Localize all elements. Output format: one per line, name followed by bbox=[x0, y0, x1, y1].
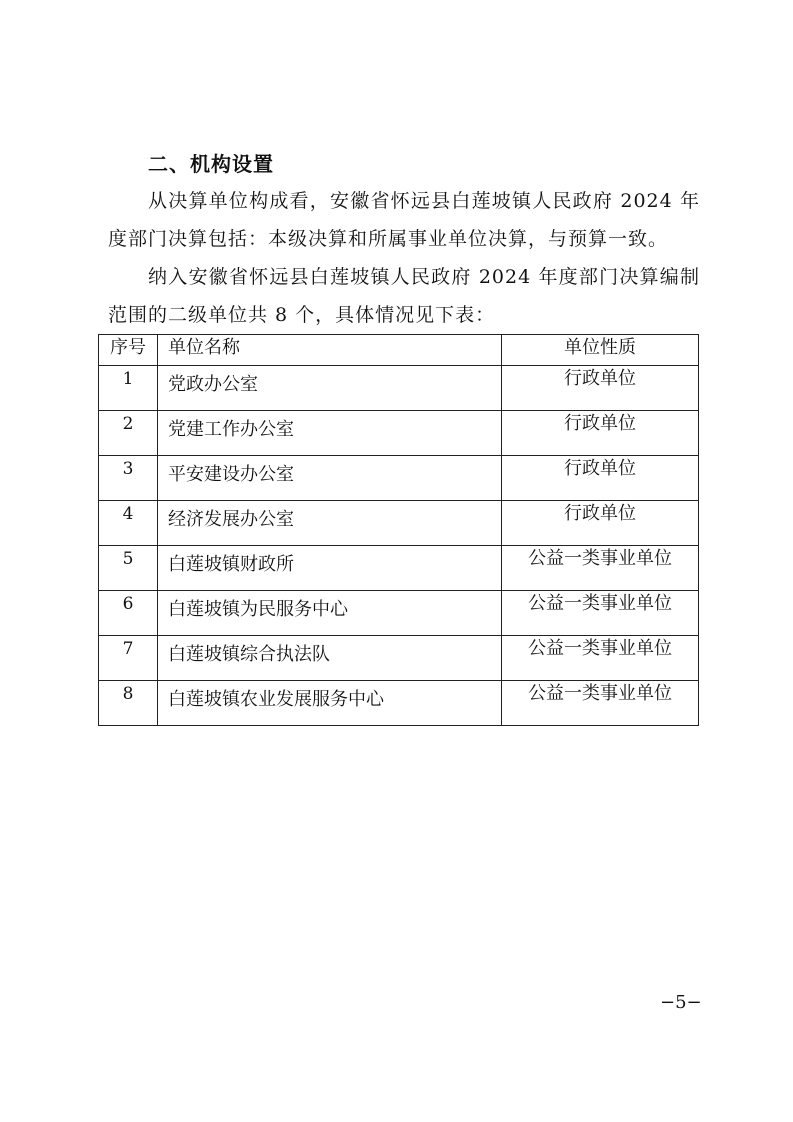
cell-type: 行政单位 bbox=[502, 366, 699, 411]
cell-no: 2 bbox=[99, 411, 158, 456]
table-header-row bbox=[99, 335, 699, 366]
cell-no: 1 bbox=[99, 366, 158, 411]
header-type: 单位性质 bbox=[502, 335, 699, 366]
cell-name: 平安建设办公室 bbox=[158, 456, 502, 501]
cell-no: 5 bbox=[99, 546, 158, 591]
cell-type: 公益一类事业单位 bbox=[502, 681, 699, 726]
header-name: 单位名称 bbox=[158, 335, 502, 366]
cell-name: 经济发展办公室 bbox=[158, 501, 502, 546]
table-row bbox=[99, 456, 699, 501]
table-row bbox=[99, 366, 699, 411]
cell-type: 行政单位 bbox=[502, 501, 699, 546]
table-row bbox=[99, 411, 699, 456]
cell-no: 7 bbox=[99, 636, 158, 681]
section-heading: 二、机构设置 bbox=[148, 152, 274, 176]
cell-name: 白莲坡镇农业发展服务中心 bbox=[158, 681, 502, 726]
cell-type: 公益一类事业单位 bbox=[502, 546, 699, 591]
cell-name: 白莲坡镇综合执法队 bbox=[158, 636, 502, 681]
cell-type: 行政单位 bbox=[502, 456, 699, 501]
table-row bbox=[99, 501, 699, 546]
cell-type: 公益一类事业单位 bbox=[502, 591, 699, 636]
cell-no: 3 bbox=[99, 456, 158, 501]
cell-no: 4 bbox=[99, 501, 158, 546]
table-row bbox=[99, 546, 699, 591]
table-row bbox=[99, 591, 699, 636]
cell-type: 公益一类事业单位 bbox=[502, 636, 699, 681]
cell-name: 党政办公室 bbox=[158, 366, 502, 411]
cell-name: 白莲坡镇为民服务中心 bbox=[158, 591, 502, 636]
units-table bbox=[98, 334, 699, 726]
cell-no: 6 bbox=[99, 591, 158, 636]
page-number: −5− bbox=[660, 992, 702, 1013]
header-no: 序号 bbox=[99, 335, 158, 366]
cell-no: 8 bbox=[99, 681, 158, 726]
cell-type: 行政单位 bbox=[502, 411, 699, 456]
table-row bbox=[99, 636, 699, 681]
paragraph-composition: 从决算单位构成看，安徽省怀远县白莲坡镇人民政府 2024 年度部门决算包括：本级决算和所属事业单位决算，与预算一致。 bbox=[108, 190, 700, 250]
table-row bbox=[99, 681, 699, 726]
paragraph-scope: 纳入安徽省怀远县白莲坡镇人民政府 2024 年度部门决算编制范围的二级单位共 8 个，具体情况见下表： bbox=[108, 266, 700, 326]
cell-name: 白莲坡镇财政所 bbox=[158, 546, 502, 591]
cell-name: 党建工作办公室 bbox=[158, 411, 502, 456]
